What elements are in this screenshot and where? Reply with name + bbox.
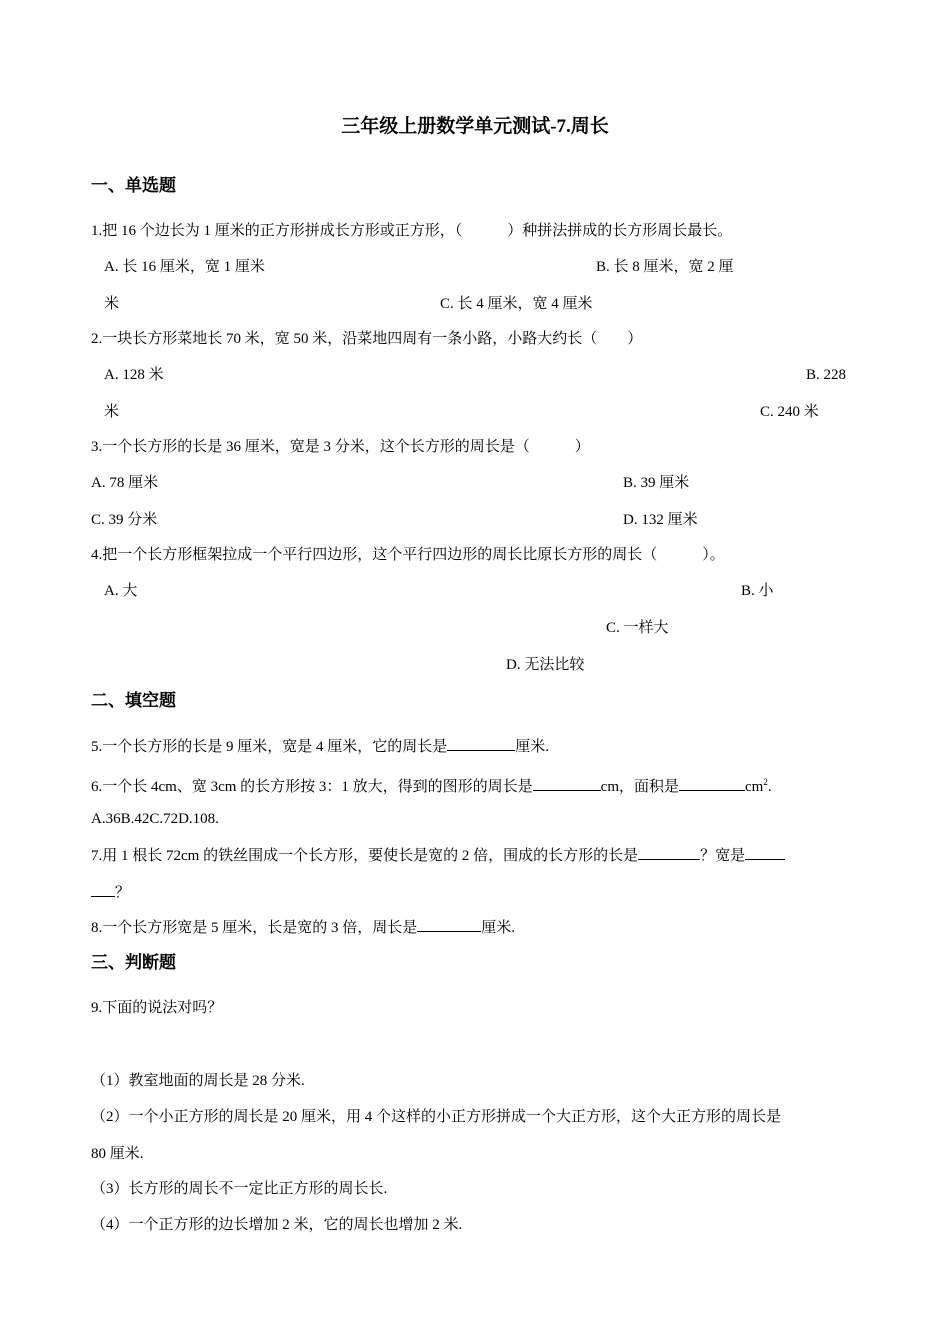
question-3-option-c: C. 39 分米 xyxy=(91,512,158,528)
question-5 xyxy=(91,736,549,757)
question-7-end: ？ xyxy=(115,885,131,901)
question-6-text: 6.一个长 4cm、宽 3cm 的长方形按 3：1 放大，得到的图形的周长是 xyxy=(91,779,533,795)
question-3-option-d: D. 132 厘米 xyxy=(623,512,698,528)
question-3-option-b: B. 39 厘米 xyxy=(623,475,690,491)
answer-blank[interactable] xyxy=(679,776,745,791)
question-9-item-1: （1）教室地面的周长是 28 分米. xyxy=(91,1073,305,1089)
question-4-option-c: C. 一样大 xyxy=(606,620,669,636)
question-5-unit: 厘米. xyxy=(515,739,550,755)
question-2-option-a: A. 128 米 xyxy=(104,367,164,383)
question-9-item-3: （3）长方形的周长不一定比正方形的周长长. xyxy=(91,1181,388,1197)
question-4-option-b: B. 小 xyxy=(741,583,774,599)
question-8-text: 8.一个长方形宽是 5 厘米，长是宽的 3 倍，周长是 xyxy=(91,920,418,936)
question-7-continued xyxy=(91,882,130,903)
section-heading-single-choice: 一、单选题 xyxy=(91,176,176,195)
question-9-item-4: （4）一个正方形的边长增加 2 米，它的周长也增加 2 米. xyxy=(91,1217,463,1233)
question-2-option-b: B. 228 xyxy=(806,367,847,383)
question-7-mid: ？宽是 xyxy=(700,848,746,864)
question-2-option-c: C. 240 米 xyxy=(760,404,819,420)
question-6 xyxy=(91,772,772,797)
question-6-options: A.36B.42C.72D.108. xyxy=(91,811,219,827)
question-4-option-a: A. 大 xyxy=(104,583,138,599)
question-5-text: 5.一个长方形的长是 9 厘米，宽是 4 厘米，它的周长是 xyxy=(91,739,448,755)
question-2-stem: 2.一块长方形菜地长 70 米，宽 50 米，沿菜地四周有一条小路，小路大约长（ ） xyxy=(91,331,643,347)
answer-blank[interactable] xyxy=(417,917,481,932)
question-3-stem: 3.一个长方形的长是 36 厘米，宽是 3 分米，这个长方形的周长是（ ） xyxy=(91,439,590,455)
question-9-stem: 9.下面的说法对吗？ xyxy=(91,1000,223,1016)
answer-blank[interactable] xyxy=(533,776,601,791)
question-6-unit: cm xyxy=(744,779,764,795)
answer-blank[interactable] xyxy=(638,845,700,860)
question-7-text: 7.用 1 根长 72cm 的铁丝围成一个长方形，要使长是宽的 2 倍，围成的长方形的长是 xyxy=(91,848,639,864)
question-3-option-a: A. 78 厘米 xyxy=(91,475,159,491)
answer-blank[interactable] xyxy=(745,845,785,860)
section-heading-true-false: 三、判断题 xyxy=(91,953,176,972)
question-6-mid: cm，面积是 xyxy=(600,779,679,795)
section-heading-fill-in: 二、填空题 xyxy=(91,691,176,710)
superscript: 2 xyxy=(763,777,768,787)
answer-blank[interactable] xyxy=(91,882,115,897)
page-title: 三年级上册数学单元测试-7.周长 xyxy=(341,116,609,137)
question-1-stem: 1.把 16 个边长为 1 厘米的正方形拼成长方形或正方形，（ ）种拼法拼成的长方形周长最长。 xyxy=(91,223,733,239)
question-1-option-b-continued: 米 xyxy=(104,296,120,312)
question-1-option-b: B. 长 8 厘米，宽 2 厘 xyxy=(596,259,734,275)
question-9-item-2-continued: 80 厘米. xyxy=(91,1146,144,1162)
answer-blank[interactable] xyxy=(447,736,515,751)
question-2-option-b-continued: 米 xyxy=(104,404,120,420)
question-1-option-a: A. 长 16 厘米，宽 1 厘米 xyxy=(104,259,265,275)
question-9-item-2: （2）一个小正方形的周长是 20 厘米，用 4 个这样的小正方形拼成一个大正方形，这个大正方形的周长是 xyxy=(91,1109,782,1125)
question-4-option-d: D. 无法比较 xyxy=(506,657,585,673)
question-6-end: . xyxy=(767,779,772,795)
question-1-option-c: C. 长 4 厘米，宽 4 厘米 xyxy=(440,296,593,312)
question-4-stem: 4.把一个长方形框架拉成一个平行四边形，这个平行四边形的周长比原长方形的周长（ ）。 xyxy=(91,547,725,563)
question-8 xyxy=(91,917,515,938)
question-7 xyxy=(91,845,785,866)
question-8-unit: 厘米. xyxy=(481,920,516,936)
